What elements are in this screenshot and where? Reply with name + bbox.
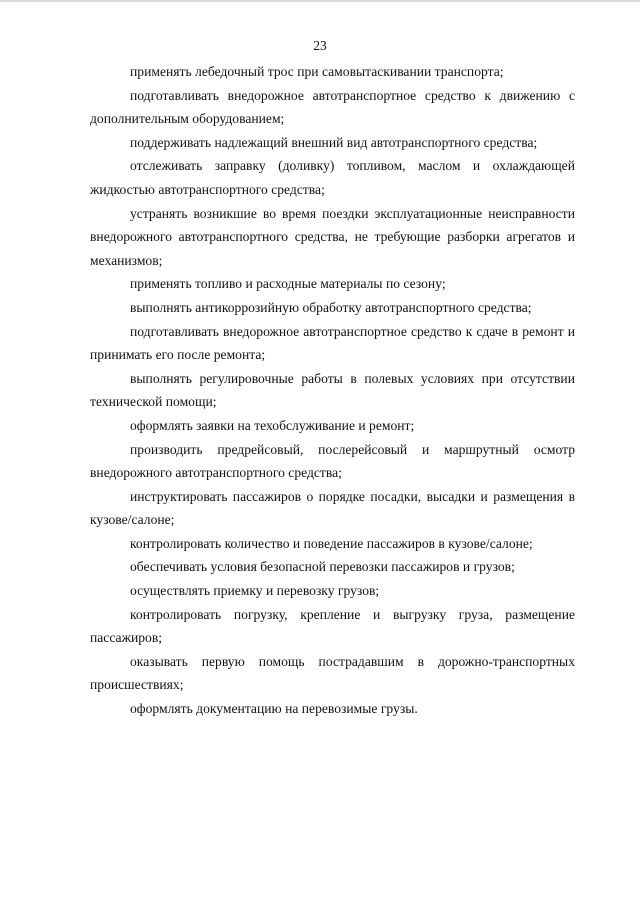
list-item: осуществлять приемку и перевозку грузов; xyxy=(130,583,380,599)
list-item: производить предрейсовый, послерейсовый и маршрутный осмотр внедорожного автотранспортного средства; xyxy=(90,441,575,481)
list-item: выполнять регулировочные работы в полевых условиях при отсутствии технической помощи; xyxy=(90,370,575,410)
list-item: применять топливо и расходные материалы по сезону; xyxy=(130,276,446,292)
list-item: оказывать первую помощь пострадавшим в дорожно-транспортных происшествиях; xyxy=(90,653,575,693)
list-item: поддерживать надлежащий внешний вид автотранспортного средства; xyxy=(130,134,538,150)
list-item: устранять возникшие во время поездки эксплуатационные неисправности внедорожного автотранспортного средства, не требующие разборки агрегатов и механизмов; xyxy=(90,205,575,268)
list-item: обеспечивать условия безопасной перевозки пассажиров и грузов; xyxy=(130,559,515,575)
list-item: применять лебедочный трос при самовытаскивании транспорта; xyxy=(130,64,504,79)
list-item: выполнять антикоррозийную обработку автотранспортного средства; xyxy=(130,299,532,315)
list-item: контролировать погрузку, крепление и выгрузку груза, размещение пассажиров; xyxy=(90,606,575,646)
list-item: отслеживать заправку (доливку) топливом, маслом и охлаждающей жидкостью автотранспортного средства; xyxy=(90,158,575,197)
list-item: оформлять заявки на техобслуживание и ремонт; xyxy=(130,417,415,433)
document-body xyxy=(90,60,575,721)
list-item: подготавливать внедорожное автотранспортное средство к сдаче в ремонт и принимать его после ремонта; xyxy=(90,323,575,363)
list-item: инструктировать пассажиров о порядке посадки, высадки и размещения в кузове/салоне; xyxy=(90,488,575,528)
scan-edge xyxy=(0,0,640,2)
list-item: оформлять документацию на перевозимые грузы. xyxy=(130,701,418,717)
list-item: подготавливать внедорожное автотранспортное средство к движению с дополнительным оборудованием; xyxy=(90,87,575,127)
page-number: 23 xyxy=(313,38,327,53)
list-item: контролировать количество и поведение пассажиров в кузове/салоне; xyxy=(130,535,533,551)
